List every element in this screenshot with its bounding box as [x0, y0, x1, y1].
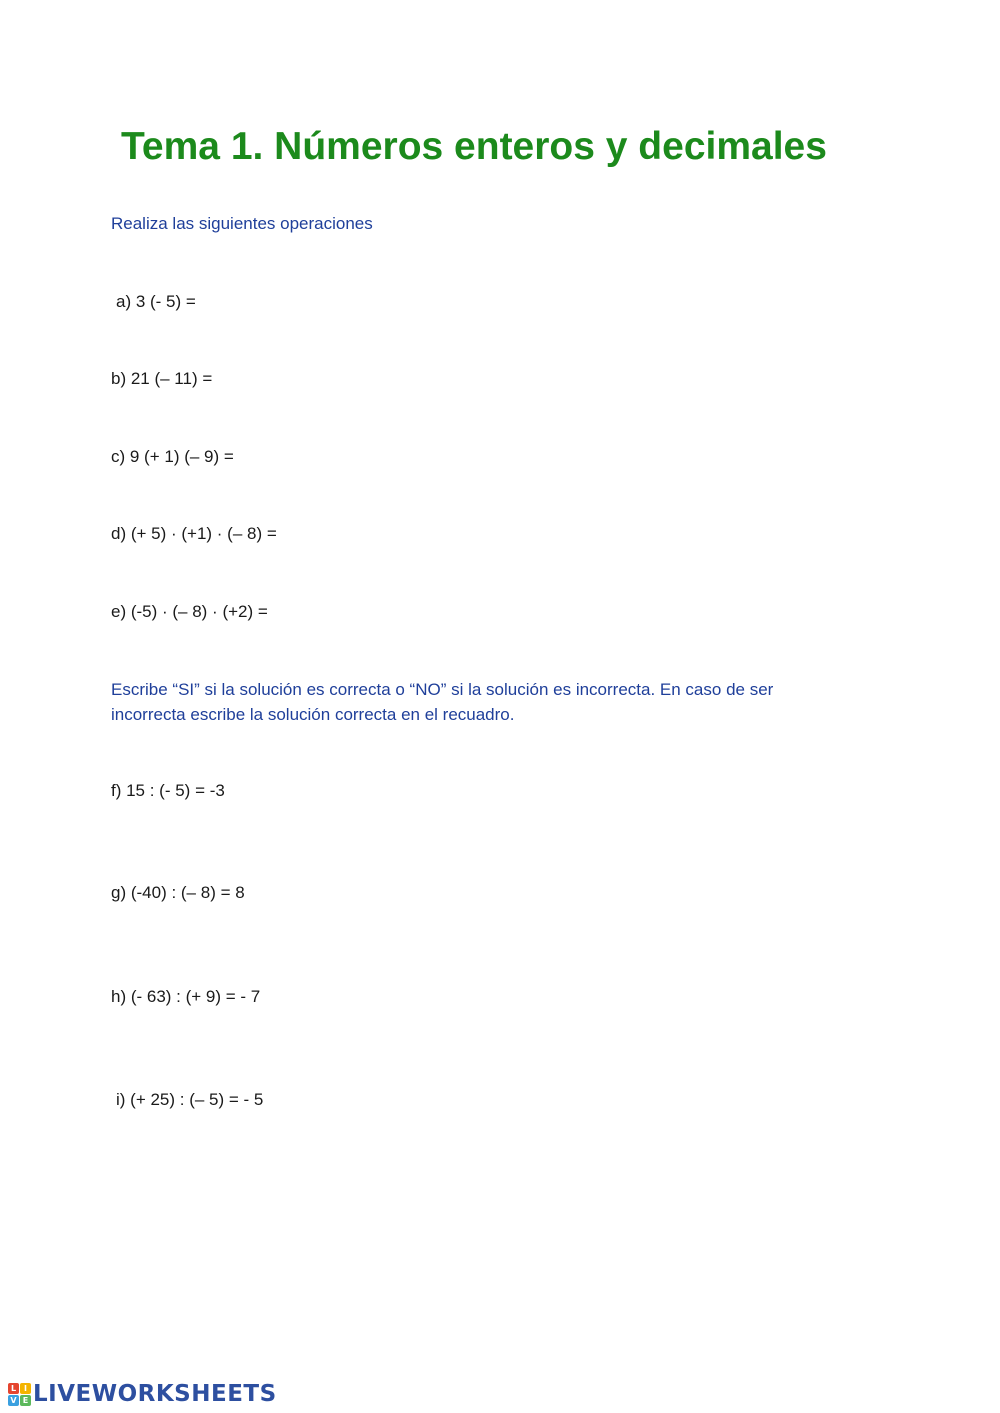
exercise-f: f) 15 : (- 5) = -3	[111, 781, 225, 800]
logo-tile-v: V	[8, 1395, 19, 1406]
logo-tile-i: I	[20, 1383, 31, 1394]
logo-tile-l: L	[8, 1383, 19, 1394]
section2-instruction: Escribe “SI” si la solución es correcta o “NO” si la solución es incorrecta. En caso de ser incorrecta escribe la solución correcta en el recuadro.	[111, 680, 774, 724]
section1-instruction: Realiza las siguientes operaciones	[111, 214, 373, 233]
liveworksheets-logo-icon	[8, 1383, 31, 1406]
worksheet-title: Tema 1. Números enteros y decimales	[121, 125, 827, 168]
exercise-a: a) 3 (- 5) =	[116, 292, 196, 311]
exercise-e: e) (-5) · (– 8) · (+2) =	[111, 602, 268, 621]
liveworksheets-footer	[8, 1381, 277, 1407]
exercise-b: b) 21 (– 11) =	[111, 369, 213, 388]
exercise-d: d) (+ 5) · (+1) · (– 8) =	[111, 524, 277, 543]
exercise-c: c) 9 (+ 1) (– 9) =	[111, 447, 234, 466]
exercise-h: h) (- 63) : (+ 9) = - 7	[111, 987, 261, 1006]
liveworksheets-brand: LIVEWORKSHEETS	[33, 1381, 277, 1407]
logo-tile-e: E	[20, 1395, 31, 1406]
exercise-g: g) (-40) : (– 8) = 8	[111, 883, 245, 902]
exercise-i: i) (+ 25) : (– 5) = - 5	[116, 1090, 264, 1109]
